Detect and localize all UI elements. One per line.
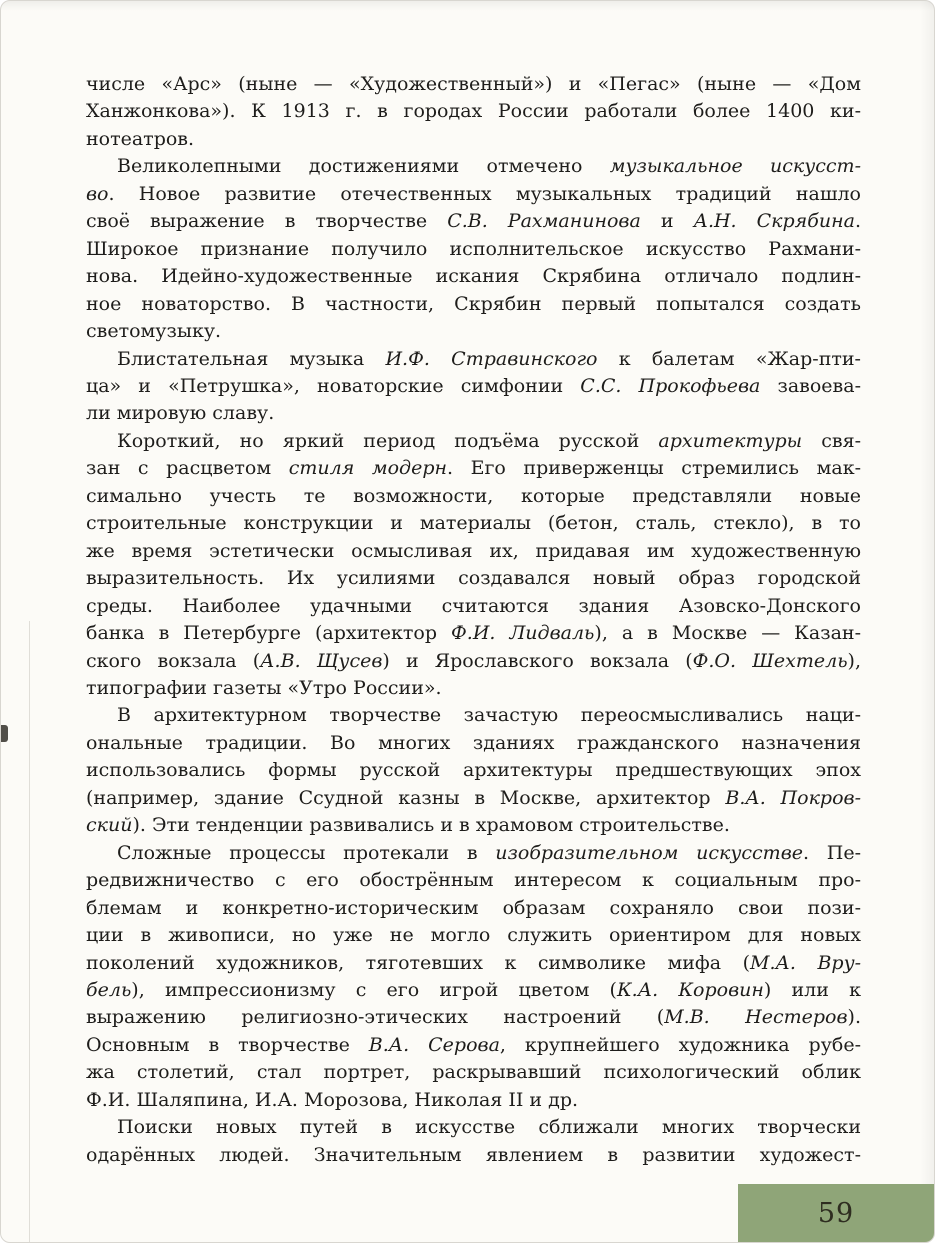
text-line: же время эстетически осмысливая их, придавая им художественную [86, 539, 861, 562]
text-line: Широкое признание получило исполнительское искусство Рахмани- [86, 237, 861, 260]
text-line: ский). Эти тенденции развивались и в храмовом строительстве. [86, 814, 730, 837]
paragraph [86, 428, 861, 703]
text-line: поколений художников, тяготевших к символике мифа (М.А. Вру- [86, 951, 862, 974]
text-line: симально учесть те возможности, которые представляли новые [86, 484, 861, 507]
paragraph [86, 71, 861, 153]
text-line: ное новаторство. В частности, Скрябин первый попытался создать [86, 292, 861, 315]
paragraph [86, 702, 861, 839]
text-line: зан с расцветом стиля модерн. Его приверженцы стремились мак- [86, 457, 861, 480]
text-line: во. Новое развитие отечественных музыкальных традиций нашло [86, 182, 861, 205]
page-number-badge [738, 1184, 934, 1242]
text-line: числе «Арс» (ныне — «Художественный») и «Пегас» (ныне — «Дом [86, 73, 861, 95]
text-block [86, 71, 861, 1169]
text-line: среды. Наиболее удачными считаются здания Азовско-Донского [86, 594, 861, 617]
text-line: ли мировую славу. [86, 402, 275, 425]
scan-shadow-right [920, 1, 934, 1242]
text-line: Сложные процессы протекали в изобразительном искусстве. Пе- [117, 841, 862, 864]
text-line: Великолепными достижениями отмечено музыкальное искусст- [117, 155, 861, 178]
text-line: Основным в творчестве В.А. Серова, крупнейшего художника рубе- [86, 1033, 861, 1056]
text-line: ского вокзала (А.В. Щусев) и Ярославского вокзала (Ф.О. Шехтель), [86, 649, 861, 672]
text-line: (например, здание Ссудной казны в Москве, архитектор В.А. Покров- [86, 786, 861, 809]
page-edge-line [29, 621, 30, 1243]
text-line: одарённых людей. Значительным явлением в развитии художест- [86, 1143, 861, 1166]
text-line: Короткий, но яркий период подъёма русской архитектуры свя- [117, 429, 861, 452]
text-line: банка в Петербурге (архитектор Ф.И. Лидваль), а в Москве — Казан- [86, 622, 861, 645]
text-line: своё выражение в творчестве С.В. Рахманинова и А.Н. Скрябина. [86, 210, 861, 233]
text-line: выражению религиозно-этических настроений (М.В. Нестеров). [86, 1006, 861, 1029]
text-line: использовались формы русской архитектуры предшествующих эпох [86, 759, 861, 782]
text-line: ональные традиции. Во многих зданиях гражданского назначения [86, 731, 861, 754]
text-line: типографии газеты «Утро России». [86, 676, 442, 699]
paragraph [86, 153, 861, 345]
text-line: редвижничество с его обострённым интересом к социальным про- [86, 869, 861, 892]
page-number: 59 [817, 1197, 855, 1229]
text-line: нотеатров. [86, 127, 195, 150]
text-line: выразительность. Их усилиями создавался новый образ городской [86, 567, 861, 590]
text-line: строительные конструкции и материалы (бетон, сталь, стекло), в то [86, 512, 861, 535]
text-line: Блистательная музыка И.Ф. Стравинского к балетам «Жар-пти- [117, 347, 861, 370]
text-line: нова. Идейно-художественные искания Скрябина отличало подлин- [86, 265, 861, 288]
text-line: ции в живописи, но уже не могло служить ориентиром для новых [86, 924, 861, 947]
text-line: жа столетий, стал портрет, раскрывавший психологический облик [86, 1061, 861, 1084]
text-line: Ханжонкова»). К 1913 г. в городах России работали более 1400 ки- [86, 100, 861, 123]
paragraph [86, 840, 861, 1115]
text-line: бель), импрессионизму с его игрой цветом (К.А. Коровин) или к [86, 978, 861, 1001]
scan-artifact-mark [1, 725, 8, 742]
text-line: В архитектурном творчестве зачастую переосмысливались наци- [117, 704, 861, 727]
paragraph [86, 1114, 861, 1169]
text-line: блемам и конкретно-историческим образам сохраняло свои пози- [86, 896, 861, 919]
paragraph [86, 346, 861, 428]
text-line: светомузыку. [86, 320, 222, 343]
text-line: Ф.И. Шаляпина, И.А. Морозова, Николая II и др. [86, 1088, 579, 1111]
text-line: ца» и «Петрушка», новаторские симфонии С.С. Прокофьева завоева- [86, 374, 861, 397]
scan-shadow-top [1, 1, 934, 11]
text-line: Поиски новых путей в искусстве сближали многих творчески [117, 1116, 861, 1139]
